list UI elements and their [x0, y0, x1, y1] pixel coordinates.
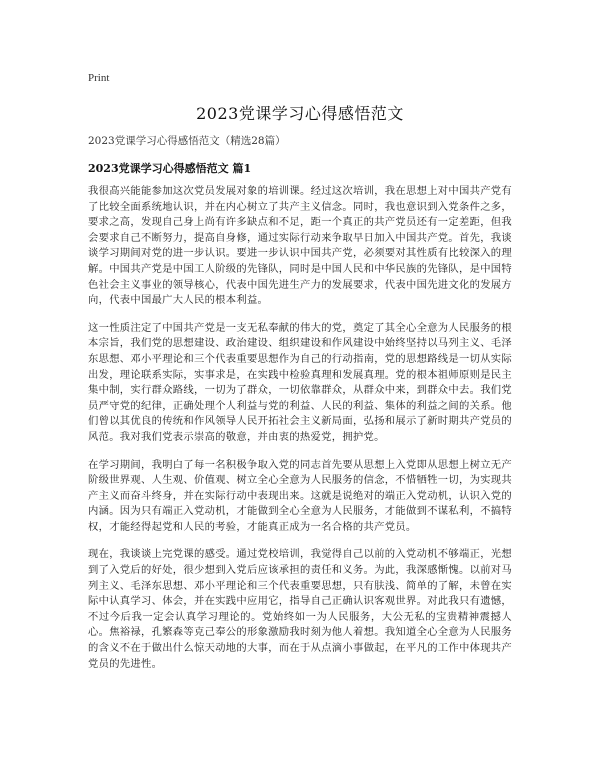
document-page	[88, 0, 512, 776]
paragraph-1: 我很高兴能能参加这次党员发展对象的培训课。经过这次培训，我在思想上对中国共产党有了比较全面系统地认识，并在内心树立了共产主义信念。同时，我也意识到入党条件之多，要求之高，发现自己身上尚有许多缺点和不足，距一个真正的共产党员还有一定差距，但我会要求自己不断努力，提高自身修，通过实际行动来争取早日加入中国共产党。首先，我谈谈学习期间对党的进一步认识。要进一步认识中国共产党，必须要对其性质有比较深入的理解。中国共产党是中国工人阶级的先锋队，同时是中国人民和中华民族的先锋队，是中国特色社会主义事业的领导核心，代表中国先进生产力的发展要求，代表中国先进文化的发展方向，代表中国最广大人民的根本利益。	[88, 185, 512, 307]
paragraph-2: 这一性质注定了中国共产党是一支无私奉献的伟大的党，奠定了其全心全意为人民服务的根本宗旨，我们党的思想建设、政治建设、组织建设和作风建设中始终坚持以马列主义、毛泽东思想、邓小平理论和三个代表重要思想作为自己的行动指南，党的思想路线是一切从实际出发，理论联系实际，实事求是，在实践中检验真理和发展真理。党的根本祖师原则是民主集中制，实行群众路线，一切为了群众，一切依靠群众，从群众中来，到群众中去。我们党员严守党的纪律，正确处理个人利益与党的利益、人民的利益、集体的利益之间的关系。他们曾以其优良的传统和作风领导人民开拓社会主义新局面，弘扬和展示了新时期共产党员的风范。我对我们党表示崇高的敬意，并由衷的热爱党，拥护党。	[88, 321, 512, 443]
section-heading: 2023党课学习心得感悟范文 篇1	[88, 162, 252, 175]
article-body	[88, 184, 512, 684]
print-label[interactable]: Print	[88, 72, 110, 84]
paragraph-3: 在学习期间，我明白了每一名积极争取入党的同志首先要从思想上入党即从思想上树立无产阶级世界观、人生观、价值观、树立全心全意为人民服务的信念，不惜牺牲一切，为实现共产主义而奋斗终身，并在实际行动中表现出来。这就是说绝对的端正入党动机，认识入党的内涵。因为只有端正入党动机，才能做到全心全意为人民服务，才能做到不谋私利，不搞特权，才能经得起党和人民的考验，才能真正成为一名合格的共产党员。	[88, 458, 512, 533]
page-title: 2023党课学习心得感悟范文	[196, 104, 404, 123]
paragraph-4: 现在，我谈谈上完党课的感受。通过党校培训，我觉得自己以前的入党动机不够端正，光想到了入党后的好处，很少想到入党后应该承担的责任和义务。为此，我深感惭愧。以前对马列主义、毛泽东思想、邓小平理论和三个代表重要思想，只有肤浅、简单的了解，未曾在实际中认真学习、体会，并在实践中应用它，指导自己正确认识客观世界。对此我只有遗憾，不过今后我一定会认真学习理论的。党始终如一为人民服务，大公无私的宝贵精神震撼人心。焦裕禄，孔繁森等克己奉公的形象激励我时刻为他人着想。我知道全心全意为人民服务的含义不在于做出什么惊天动地的大事，而在于从点滴小事做起，在平凡的工作中体现共产党员的先进性。	[88, 548, 512, 670]
document-subtitle: 2023党课学习心得感悟范文（精选28篇）	[88, 135, 286, 147]
